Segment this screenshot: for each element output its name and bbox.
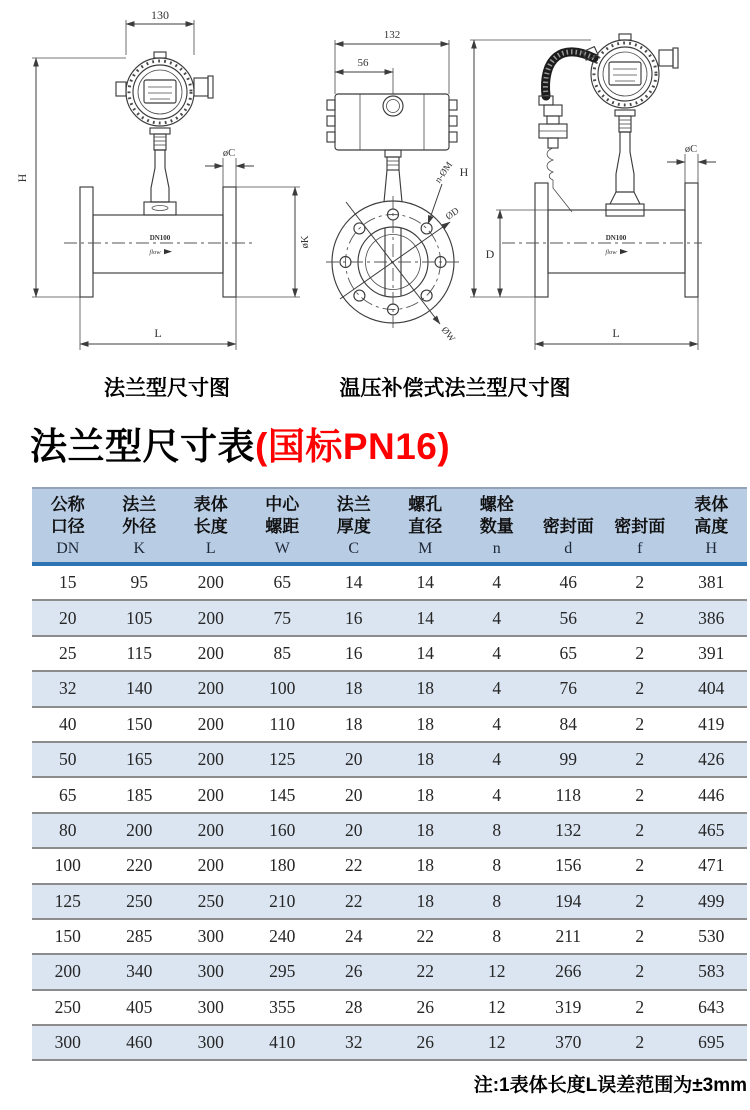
cell-d-dn40: 84 (559, 713, 577, 734)
cell-DN-dn250: 250 (54, 996, 81, 1017)
caption-flange-type: 法兰型尺寸图 (104, 377, 230, 400)
cell-C-dn125: 22 (345, 890, 363, 911)
table-row-dn-20 (32, 601, 747, 636)
cell-M-dn300: 26 (416, 1032, 434, 1053)
cell-d-dn250: 319 (555, 996, 582, 1017)
cell-L-dn100: 200 (197, 855, 224, 876)
cell-W-dn100: 180 (269, 855, 296, 876)
cell-C-dn80: 20 (345, 819, 363, 840)
cell-H-dn250: 643 (698, 996, 725, 1017)
cell-H-dn32: 404 (698, 678, 725, 699)
cell-DN-dn40: 40 (59, 713, 77, 734)
cell-L-dn50: 200 (197, 749, 224, 770)
cell-K-dn80: 200 (126, 819, 153, 840)
pipe-body (64, 187, 254, 297)
dim-label-oD: ØD (444, 206, 462, 223)
cell-n-dn65: 4 (492, 784, 502, 805)
table-note: 注:1表体长度L误差范围为±3mm (473, 1075, 747, 1096)
cell-f-dn40: 2 (635, 713, 645, 734)
cell-H-dn25: 391 (698, 642, 725, 663)
dim-oK (236, 187, 311, 297)
meter-stem (606, 110, 644, 216)
dim-label-L: L (154, 326, 162, 340)
dim-L (535, 297, 698, 350)
cell-L-dn15: 200 (197, 572, 224, 593)
cell-L-dn25: 200 (197, 642, 224, 663)
cell-H-dn125: 499 (698, 890, 725, 911)
cell-f-dn25: 2 (635, 642, 645, 663)
table-row-dn-25 (32, 637, 747, 672)
dim-label-H: H (459, 165, 469, 179)
dim-label-L: L (612, 326, 620, 340)
cell-K-dn125: 250 (126, 890, 153, 911)
cell-d-dn50: 99 (559, 749, 577, 770)
cell-W-dn250: 355 (269, 996, 296, 1017)
dim-label-D: D (485, 247, 495, 261)
section-title (30, 416, 450, 470)
dim-label-oK: øK (300, 235, 311, 249)
col-header-C: 法兰 厚度 C (336, 495, 371, 557)
dim-label-n-oM: n-ØM (433, 160, 456, 186)
cell-C-dn300: 32 (345, 1032, 363, 1053)
cell-M-dn80: 18 (416, 819, 434, 840)
cell-K-dn200: 340 (126, 961, 153, 982)
cell-f-dn300: 2 (635, 1032, 645, 1053)
pipe-body (502, 183, 702, 297)
col-header-DN: 公称 口径 DN (50, 495, 85, 557)
flow-label: flow (605, 249, 617, 256)
flange-dimension-table (32, 487, 747, 1061)
cell-f-dn125: 2 (635, 890, 645, 911)
table-row-dn-200 (32, 955, 747, 990)
cell-n-dn250: 12 (488, 996, 506, 1017)
caption-tp-compensated-flange-type: 温压补偿式法兰型尺寸图 (339, 377, 571, 400)
cell-L-dn200: 300 (197, 961, 224, 982)
cell-L-dn150: 300 (197, 926, 224, 947)
cell-C-dn100: 22 (345, 855, 363, 876)
cell-n-dn125: 8 (492, 890, 502, 911)
cell-DN-dn80: 80 (59, 819, 77, 840)
cell-K-dn50: 165 (126, 749, 153, 770)
cell-n-dn32: 4 (492, 678, 502, 699)
cell-d-dn15: 46 (559, 572, 577, 593)
cell-d-dn65: 118 (555, 784, 582, 805)
dim-label-132: 132 (383, 29, 401, 41)
table-row-dn-40 (32, 708, 747, 743)
col-header-n: 螺栓 数量 n (479, 495, 514, 557)
col-header-d: 密封面 d (542, 517, 594, 557)
table-header-row (32, 487, 747, 566)
dim-H (15, 58, 126, 297)
cell-H-dn20: 386 (698, 607, 725, 628)
body-size-label: DN100 (149, 234, 171, 242)
cell-DN-dn65: 65 (59, 784, 77, 805)
dim-L (80, 297, 236, 350)
cell-n-dn80: 8 (492, 819, 502, 840)
cell-M-dn40: 18 (416, 713, 434, 734)
dim-label-oC: øC (222, 148, 236, 159)
cell-DN-dn50: 50 (59, 749, 77, 770)
cell-d-dn150: 211 (555, 926, 582, 947)
flange-type-side-view-drawing (8, 6, 320, 370)
table-body (32, 566, 747, 1061)
table-row-dn-65 (32, 778, 747, 813)
cell-L-dn20: 200 (197, 607, 224, 628)
cell-f-dn65: 2 (635, 784, 645, 805)
cell-d-dn25: 65 (559, 642, 577, 663)
cell-f-dn80: 2 (635, 819, 645, 840)
cell-DN-dn125: 125 (54, 890, 81, 911)
transmitter-head (591, 34, 678, 108)
cell-d-dn20: 56 (559, 607, 577, 628)
flow-arrow-icon (164, 249, 172, 254)
table-row-dn-32 (32, 672, 747, 707)
cell-W-dn15: 65 (273, 572, 291, 593)
cell-f-dn50: 2 (635, 749, 645, 770)
cell-DN-dn32: 32 (59, 678, 77, 699)
col-header-H: 表体 高度 H (694, 495, 729, 557)
cell-K-dn300: 460 (126, 1032, 153, 1053)
cell-n-dn300: 12 (488, 1032, 506, 1053)
cell-K-dn20: 105 (126, 607, 153, 628)
table-row-dn-150 (32, 920, 747, 955)
col-header-L: 表体 长度 L (193, 495, 228, 557)
cell-C-dn32: 18 (345, 678, 363, 699)
section-title-main: 法兰型尺寸表 (30, 426, 255, 467)
tp-compensated-side-view-drawing (450, 6, 748, 370)
cell-C-dn20: 16 (345, 607, 363, 628)
cell-W-dn25: 85 (273, 642, 291, 663)
dim-130 (126, 8, 194, 55)
flow-label: flow (149, 249, 161, 256)
cell-H-dn15: 381 (698, 572, 725, 593)
cell-DN-dn25: 25 (59, 642, 77, 663)
temperature-probe (539, 105, 572, 212)
cell-n-dn100: 8 (492, 855, 502, 876)
table-row-dn-125 (32, 885, 747, 920)
cell-M-dn125: 18 (416, 890, 434, 911)
col-header-W: 中心 螺距 W (265, 495, 300, 557)
cell-W-dn200: 295 (269, 961, 296, 982)
cell-H-dn40: 419 (698, 713, 725, 734)
cell-C-dn15: 14 (345, 572, 363, 593)
cell-W-dn20: 75 (273, 607, 291, 628)
cell-M-dn65: 18 (416, 784, 434, 805)
dim-56 (335, 57, 393, 94)
cell-DN-dn100: 100 (54, 855, 81, 876)
cell-L-dn65: 200 (197, 784, 224, 805)
cell-DN-dn20: 20 (59, 607, 77, 628)
cell-C-dn50: 20 (345, 749, 363, 770)
cell-C-dn150: 24 (345, 926, 363, 947)
cell-d-dn32: 76 (559, 678, 577, 699)
meter-stem (144, 128, 176, 215)
cell-W-dn50: 125 (269, 749, 296, 770)
dim-label-oC: øC (684, 144, 698, 155)
cell-L-dn300: 300 (197, 1032, 224, 1053)
dim-oC (667, 144, 716, 183)
cell-M-dn32: 18 (416, 678, 434, 699)
dim-label-56: 56 (357, 57, 369, 69)
cell-f-dn150: 2 (635, 926, 645, 947)
cell-M-dn200: 22 (416, 961, 434, 982)
cell-f-dn15: 2 (635, 572, 645, 593)
cell-W-dn150: 240 (269, 926, 296, 947)
dim-oC (205, 148, 254, 187)
cell-H-dn80: 465 (698, 819, 725, 840)
table-row-dn-300 (32, 1026, 747, 1061)
cell-f-dn32: 2 (635, 678, 645, 699)
cell-d-dn125: 194 (555, 890, 582, 911)
cell-d-dn80: 132 (555, 819, 582, 840)
cell-f-dn250: 2 (635, 996, 645, 1017)
cell-H-dn50: 426 (698, 749, 725, 770)
cell-M-dn20: 14 (416, 607, 434, 628)
cell-d-dn200: 266 (555, 961, 582, 982)
col-header-f: 密封面 f (614, 517, 666, 557)
cell-M-dn15: 14 (416, 572, 434, 593)
cell-n-dn20: 4 (492, 607, 502, 628)
cell-d-dn100: 156 (555, 855, 582, 876)
cell-n-dn200: 12 (488, 961, 506, 982)
cell-W-dn125: 210 (269, 890, 296, 911)
table-row-dn-100 (32, 849, 747, 884)
section-title-standard: (国标PN16) (255, 426, 451, 467)
cell-W-dn80: 160 (269, 819, 296, 840)
cell-K-dn150: 285 (126, 926, 153, 947)
cell-M-dn150: 22 (416, 926, 434, 947)
dim-H (460, 40, 591, 297)
cell-H-dn150: 530 (698, 926, 725, 947)
cell-DN-dn150: 150 (54, 926, 81, 947)
dim-D (486, 210, 548, 297)
flange-face-front-view-drawing (318, 6, 468, 370)
cell-H-dn65: 446 (698, 784, 725, 805)
cell-H-dn200: 583 (698, 961, 725, 982)
flexible-conduit (539, 47, 598, 105)
cell-n-dn50: 4 (492, 749, 502, 770)
cell-K-dn15: 95 (130, 572, 148, 593)
table-row-dn-15 (32, 566, 747, 601)
cell-W-dn65: 145 (269, 784, 296, 805)
cell-DN-dn300: 300 (54, 1032, 81, 1053)
dim-label-130: 130 (151, 8, 169, 22)
cell-C-dn40: 18 (345, 713, 363, 734)
cell-K-dn65: 185 (126, 784, 153, 805)
cell-DN-dn200: 200 (54, 961, 81, 982)
cell-DN-dn15: 15 (59, 572, 77, 593)
cell-H-dn100: 471 (698, 855, 725, 876)
cell-C-dn25: 16 (345, 642, 363, 663)
cell-L-dn32: 200 (197, 678, 224, 699)
cell-W-dn300: 410 (269, 1032, 296, 1053)
cell-K-dn32: 140 (126, 678, 153, 699)
col-header-K: 法兰 外径 K (122, 495, 157, 557)
cell-K-dn250: 405 (126, 996, 153, 1017)
cell-K-dn25: 115 (126, 642, 153, 663)
cell-n-dn40: 4 (492, 713, 502, 734)
table-row-dn-50 (32, 743, 747, 778)
table-row-dn-80 (32, 814, 747, 849)
electronics-housing (327, 94, 457, 202)
cell-f-dn100: 2 (635, 855, 645, 876)
cell-f-dn20: 2 (635, 607, 645, 628)
cell-L-dn125: 250 (197, 890, 224, 911)
cell-K-dn100: 220 (126, 855, 153, 876)
cell-n-dn15: 4 (492, 572, 502, 593)
cell-C-dn65: 20 (345, 784, 363, 805)
cell-M-dn100: 18 (416, 855, 434, 876)
cell-C-dn250: 28 (345, 996, 363, 1017)
cell-K-dn40: 150 (126, 713, 153, 734)
dim-label-oW: ØW (438, 325, 457, 345)
cell-W-dn40: 110 (269, 713, 296, 734)
body-size-label: DN100 (605, 234, 627, 242)
dim-132 (335, 29, 449, 94)
cell-d-dn300: 370 (555, 1032, 582, 1053)
cell-H-dn300: 695 (698, 1032, 725, 1053)
cell-W-dn32: 100 (269, 678, 296, 699)
cell-L-dn250: 300 (197, 996, 224, 1017)
col-header-M: 螺孔 直径 M (408, 495, 443, 557)
transmitter-head (116, 52, 213, 126)
flow-arrow-icon (620, 249, 628, 254)
cell-M-dn50: 18 (416, 749, 434, 770)
cell-f-dn200: 2 (635, 961, 645, 982)
cell-L-dn40: 200 (197, 713, 224, 734)
cell-M-dn25: 14 (416, 642, 434, 663)
cell-C-dn200: 26 (345, 961, 363, 982)
table-row-dn-250 (32, 991, 747, 1026)
cell-M-dn250: 26 (416, 996, 434, 1017)
cell-L-dn80: 200 (197, 819, 224, 840)
cell-n-dn150: 8 (492, 926, 502, 947)
dim-label-H: H (15, 173, 29, 183)
cell-n-dn25: 4 (492, 642, 502, 663)
